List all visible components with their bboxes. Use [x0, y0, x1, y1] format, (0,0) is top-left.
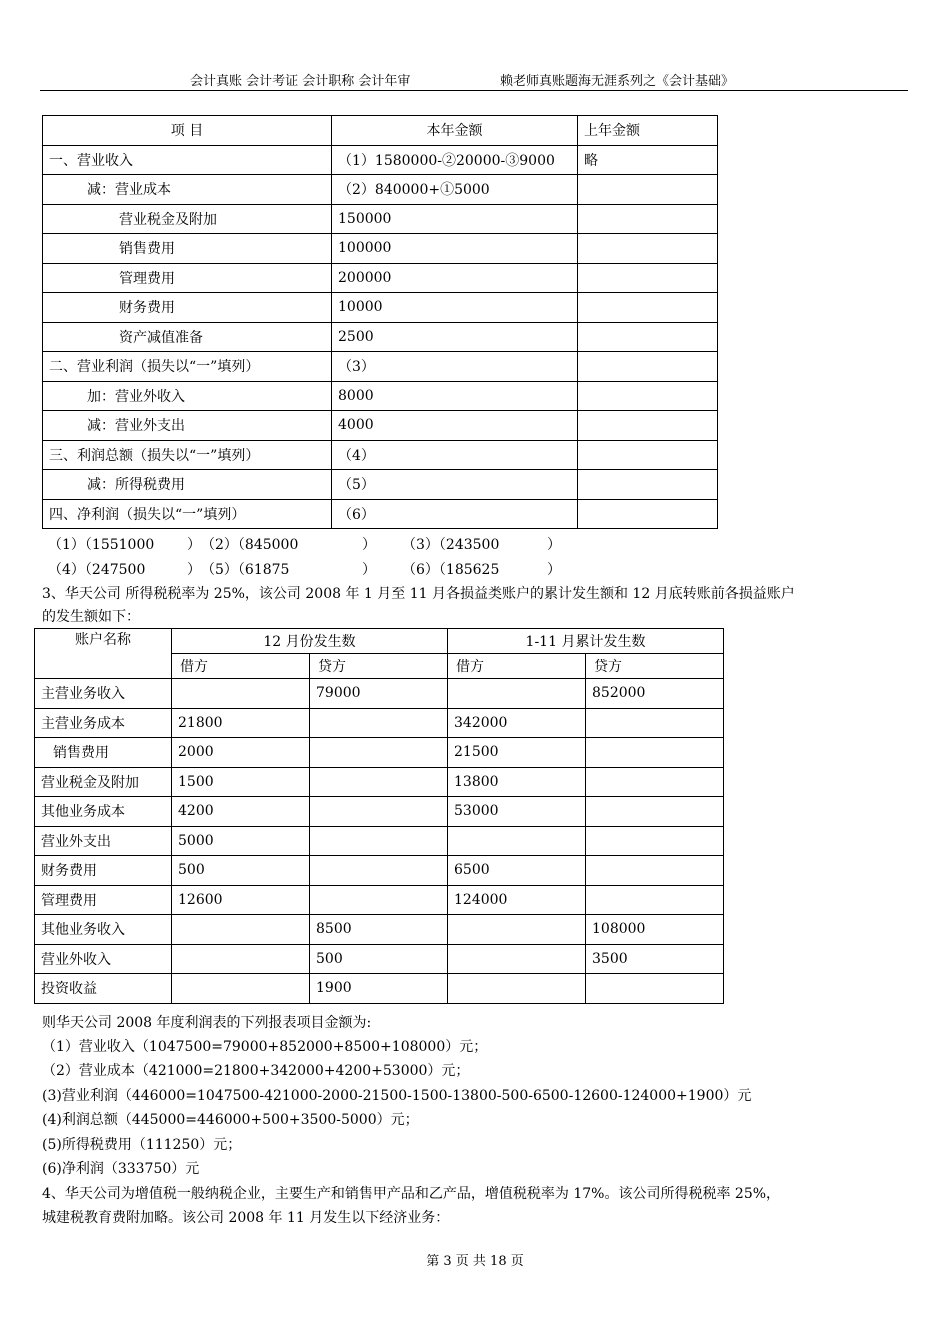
cum-debit: 21500: [448, 738, 586, 768]
account-name: 其他业务成本: [35, 797, 172, 827]
header-cum-debit: 借方: [448, 654, 586, 679]
table-row: [43, 381, 718, 411]
answer-1: （1）（1551000: [48, 537, 155, 553]
table-row: [43, 293, 718, 323]
row-item: 营业税金及附加: [43, 204, 332, 234]
row-prior: [578, 440, 718, 470]
table-row: [43, 411, 718, 441]
row-prior: [578, 411, 718, 441]
row-item: 管理费用: [43, 263, 332, 293]
answer-4: （4）（247500: [48, 562, 146, 578]
table-row: [35, 826, 724, 856]
table-row: [35, 856, 724, 886]
table-row: [43, 322, 718, 352]
account-name: 财务费用: [35, 856, 172, 886]
cum-debit: 53000: [448, 797, 586, 827]
dec-credit: [310, 738, 448, 768]
cum-credit: [586, 708, 724, 738]
cum-credit: [586, 767, 724, 797]
page-header: [40, 70, 908, 91]
account-table: [34, 628, 724, 1004]
dec-debit: [172, 915, 310, 945]
result-4: (4)利润总额（445000=446000+500+3500-5000）元；: [42, 1112, 419, 1128]
account-name: 营业外支出: [35, 826, 172, 856]
row-item: 销售费用: [43, 234, 332, 264]
header-item: 项 目: [43, 116, 332, 146]
row-item: 三、利润总额（损失以“一”填列）: [43, 440, 332, 470]
table-row: [43, 440, 718, 470]
answer-6-close: ）: [547, 562, 561, 578]
dec-credit: 8500: [310, 915, 448, 945]
table-row: [43, 263, 718, 293]
cum-credit: [586, 797, 724, 827]
result-2: （2）营业成本（421000=21800+342000+4200+53000）元；: [42, 1063, 470, 1079]
dec-credit: [310, 885, 448, 915]
account-name: 营业外收入: [35, 944, 172, 974]
account-name: 主营业务收入: [35, 679, 172, 709]
question-4-line-2: 城建税教育费附加略。该公司 2008 年 11 月发生以下经济业务：: [42, 1210, 450, 1226]
dec-credit: [310, 708, 448, 738]
cum-credit: 3500: [586, 944, 724, 974]
header-account-name: 账户名称: [35, 629, 172, 679]
table-row: [43, 175, 718, 205]
answer-3-close: ）: [547, 537, 561, 553]
row-prior: [578, 204, 718, 234]
result-1: （1）营业收入（1047500=79000+852000+8500+108000）元；: [42, 1039, 488, 1055]
dec-debit: 12600: [172, 885, 310, 915]
row-current: 8000: [332, 381, 578, 411]
header-dec-credit: 贷方: [310, 654, 448, 679]
row-prior: [578, 293, 718, 323]
answer-4-close: ）: [187, 562, 201, 578]
row-prior: [578, 470, 718, 500]
dec-credit: 79000: [310, 679, 448, 709]
row-current: （6）: [332, 499, 578, 529]
header-left: 会计真账 会计考证 会计职称 会计年审: [190, 74, 411, 89]
dec-debit: [172, 679, 310, 709]
dec-credit: [310, 767, 448, 797]
cum-credit: [586, 974, 724, 1004]
cum-debit: [448, 915, 586, 945]
row-item: 加：营业外收入: [43, 381, 332, 411]
cum-credit: [586, 826, 724, 856]
answer-2: （2）（845000: [201, 537, 299, 553]
dec-credit: [310, 797, 448, 827]
result-6: (6)净利润（333750）元: [42, 1161, 200, 1177]
result-5: (5)所得税费用（111250）元；: [42, 1137, 242, 1153]
row-current: （1）1580000-②20000-③9000: [332, 145, 578, 175]
dec-credit: [310, 826, 448, 856]
table-row: [35, 885, 724, 915]
row-current: 4000: [332, 411, 578, 441]
answer-2-close: ）: [362, 537, 376, 553]
cum-debit: 6500: [448, 856, 586, 886]
table-row: [35, 767, 724, 797]
row-prior: [578, 352, 718, 382]
result-3: (3)营业利润（446000=1047500-421000-2000-21500-1500-13800-500-6500-12600-124000+1900）元: [42, 1088, 752, 1104]
cum-credit: [586, 738, 724, 768]
row-current: 200000: [332, 263, 578, 293]
cum-debit: [448, 974, 586, 1004]
cum-debit: [448, 826, 586, 856]
row-prior: [578, 263, 718, 293]
account-name: 主营业务成本: [35, 708, 172, 738]
table-row: [43, 352, 718, 382]
table-row: [43, 499, 718, 529]
row-current: （2）840000+①5000: [332, 175, 578, 205]
header-current: 本年金额: [332, 116, 578, 146]
dec-credit: 1900: [310, 974, 448, 1004]
income-statement-table: [42, 115, 718, 529]
table-row: [35, 738, 724, 768]
question-3-line-1: 3、华天公司 所得税税率为 25%，该公司 2008 年 1 月至 11 月各损益类账户的累计发生额和 12 月底转账前各损益账户: [42, 586, 795, 602]
row-item: 财务费用: [43, 293, 332, 323]
cum-credit: [586, 856, 724, 886]
row-prior: [578, 175, 718, 205]
cum-debit: 124000: [448, 885, 586, 915]
row-item: 减：营业成本: [43, 175, 332, 205]
answer-6: （6）（185625: [402, 562, 500, 578]
header-cumulative: 1-11 月累计发生数: [448, 629, 724, 654]
account-name: 销售费用: [35, 738, 172, 768]
table-row: [43, 145, 718, 175]
row-current: 2500: [332, 322, 578, 352]
row-prior: [578, 234, 718, 264]
dec-debit: 5000: [172, 826, 310, 856]
dec-credit: 500: [310, 944, 448, 974]
account-name: 投资收益: [35, 974, 172, 1004]
answer-5-close: ）: [362, 562, 376, 578]
account-name: 其他业务收入: [35, 915, 172, 945]
row-prior: [578, 499, 718, 529]
table-row: [35, 679, 724, 709]
row-prior: [578, 381, 718, 411]
row-item: 资产减值准备: [43, 322, 332, 352]
table-header-row: [35, 629, 724, 654]
row-current: 150000: [332, 204, 578, 234]
dec-credit: [310, 856, 448, 886]
page-footer: 第 3 页 共 18 页: [426, 1254, 524, 1269]
table-row: [43, 470, 718, 500]
dec-debit: 500: [172, 856, 310, 886]
row-item: 减：所得税费用: [43, 470, 332, 500]
header-prior: 上年金额: [578, 116, 718, 146]
answer-1-close: ）: [187, 537, 201, 553]
answer-3: （3）（243500: [402, 537, 500, 553]
row-prior: [578, 322, 718, 352]
cum-credit: 108000: [586, 915, 724, 945]
row-item: 二、营业利润（损失以“一”填列）: [43, 352, 332, 382]
results-intro: 则华天公司 2008 年度利润表的下列报表项目金额为:: [42, 1015, 372, 1031]
dec-debit: 1500: [172, 767, 310, 797]
row-current: 10000: [332, 293, 578, 323]
account-name: 管理费用: [35, 885, 172, 915]
table-row: [35, 797, 724, 827]
header-cum-credit: 贷方: [586, 654, 724, 679]
cum-debit: 342000: [448, 708, 586, 738]
question-4-line-1: 4、华天公司为增值税一般纳税企业，主要生产和销售甲产品和乙产品，增值税税率为 17%。该公司所得税税率 25%，: [42, 1186, 781, 1202]
question-3-line-2: 的发生额如下：: [42, 609, 140, 625]
table-header-row: [43, 116, 718, 146]
row-current: （4）: [332, 440, 578, 470]
dec-debit: [172, 944, 310, 974]
account-name: 营业税金及附加: [35, 767, 172, 797]
cum-debit: 13800: [448, 767, 586, 797]
table-row: [35, 974, 724, 1004]
cum-credit: [586, 885, 724, 915]
row-item: 减：营业外支出: [43, 411, 332, 441]
header-right: 赖老师真账题海无涯系列之《会计基础》: [500, 74, 735, 89]
row-current: （3）: [332, 352, 578, 382]
row-current: （5）: [332, 470, 578, 500]
cum-credit: 852000: [586, 679, 724, 709]
dec-debit: 21800: [172, 708, 310, 738]
row-prior: 略: [578, 145, 718, 175]
dec-debit: 2000: [172, 738, 310, 768]
cum-debit: [448, 944, 586, 974]
table-row: [35, 708, 724, 738]
dec-debit: [172, 974, 310, 1004]
table-row: [35, 915, 724, 945]
dec-debit: 4200: [172, 797, 310, 827]
cum-debit: [448, 679, 586, 709]
row-item: 一、营业收入: [43, 145, 332, 175]
answer-5: （5）（61875: [201, 562, 290, 578]
table-row: [35, 944, 724, 974]
header-dec-debit: 借方: [172, 654, 310, 679]
row-current: 100000: [332, 234, 578, 264]
header-december: 12 月份发生数: [172, 629, 448, 654]
row-item: 四、净利润（损失以“一”填列）: [43, 499, 332, 529]
table-row: [43, 234, 718, 264]
table-row: [43, 204, 718, 234]
